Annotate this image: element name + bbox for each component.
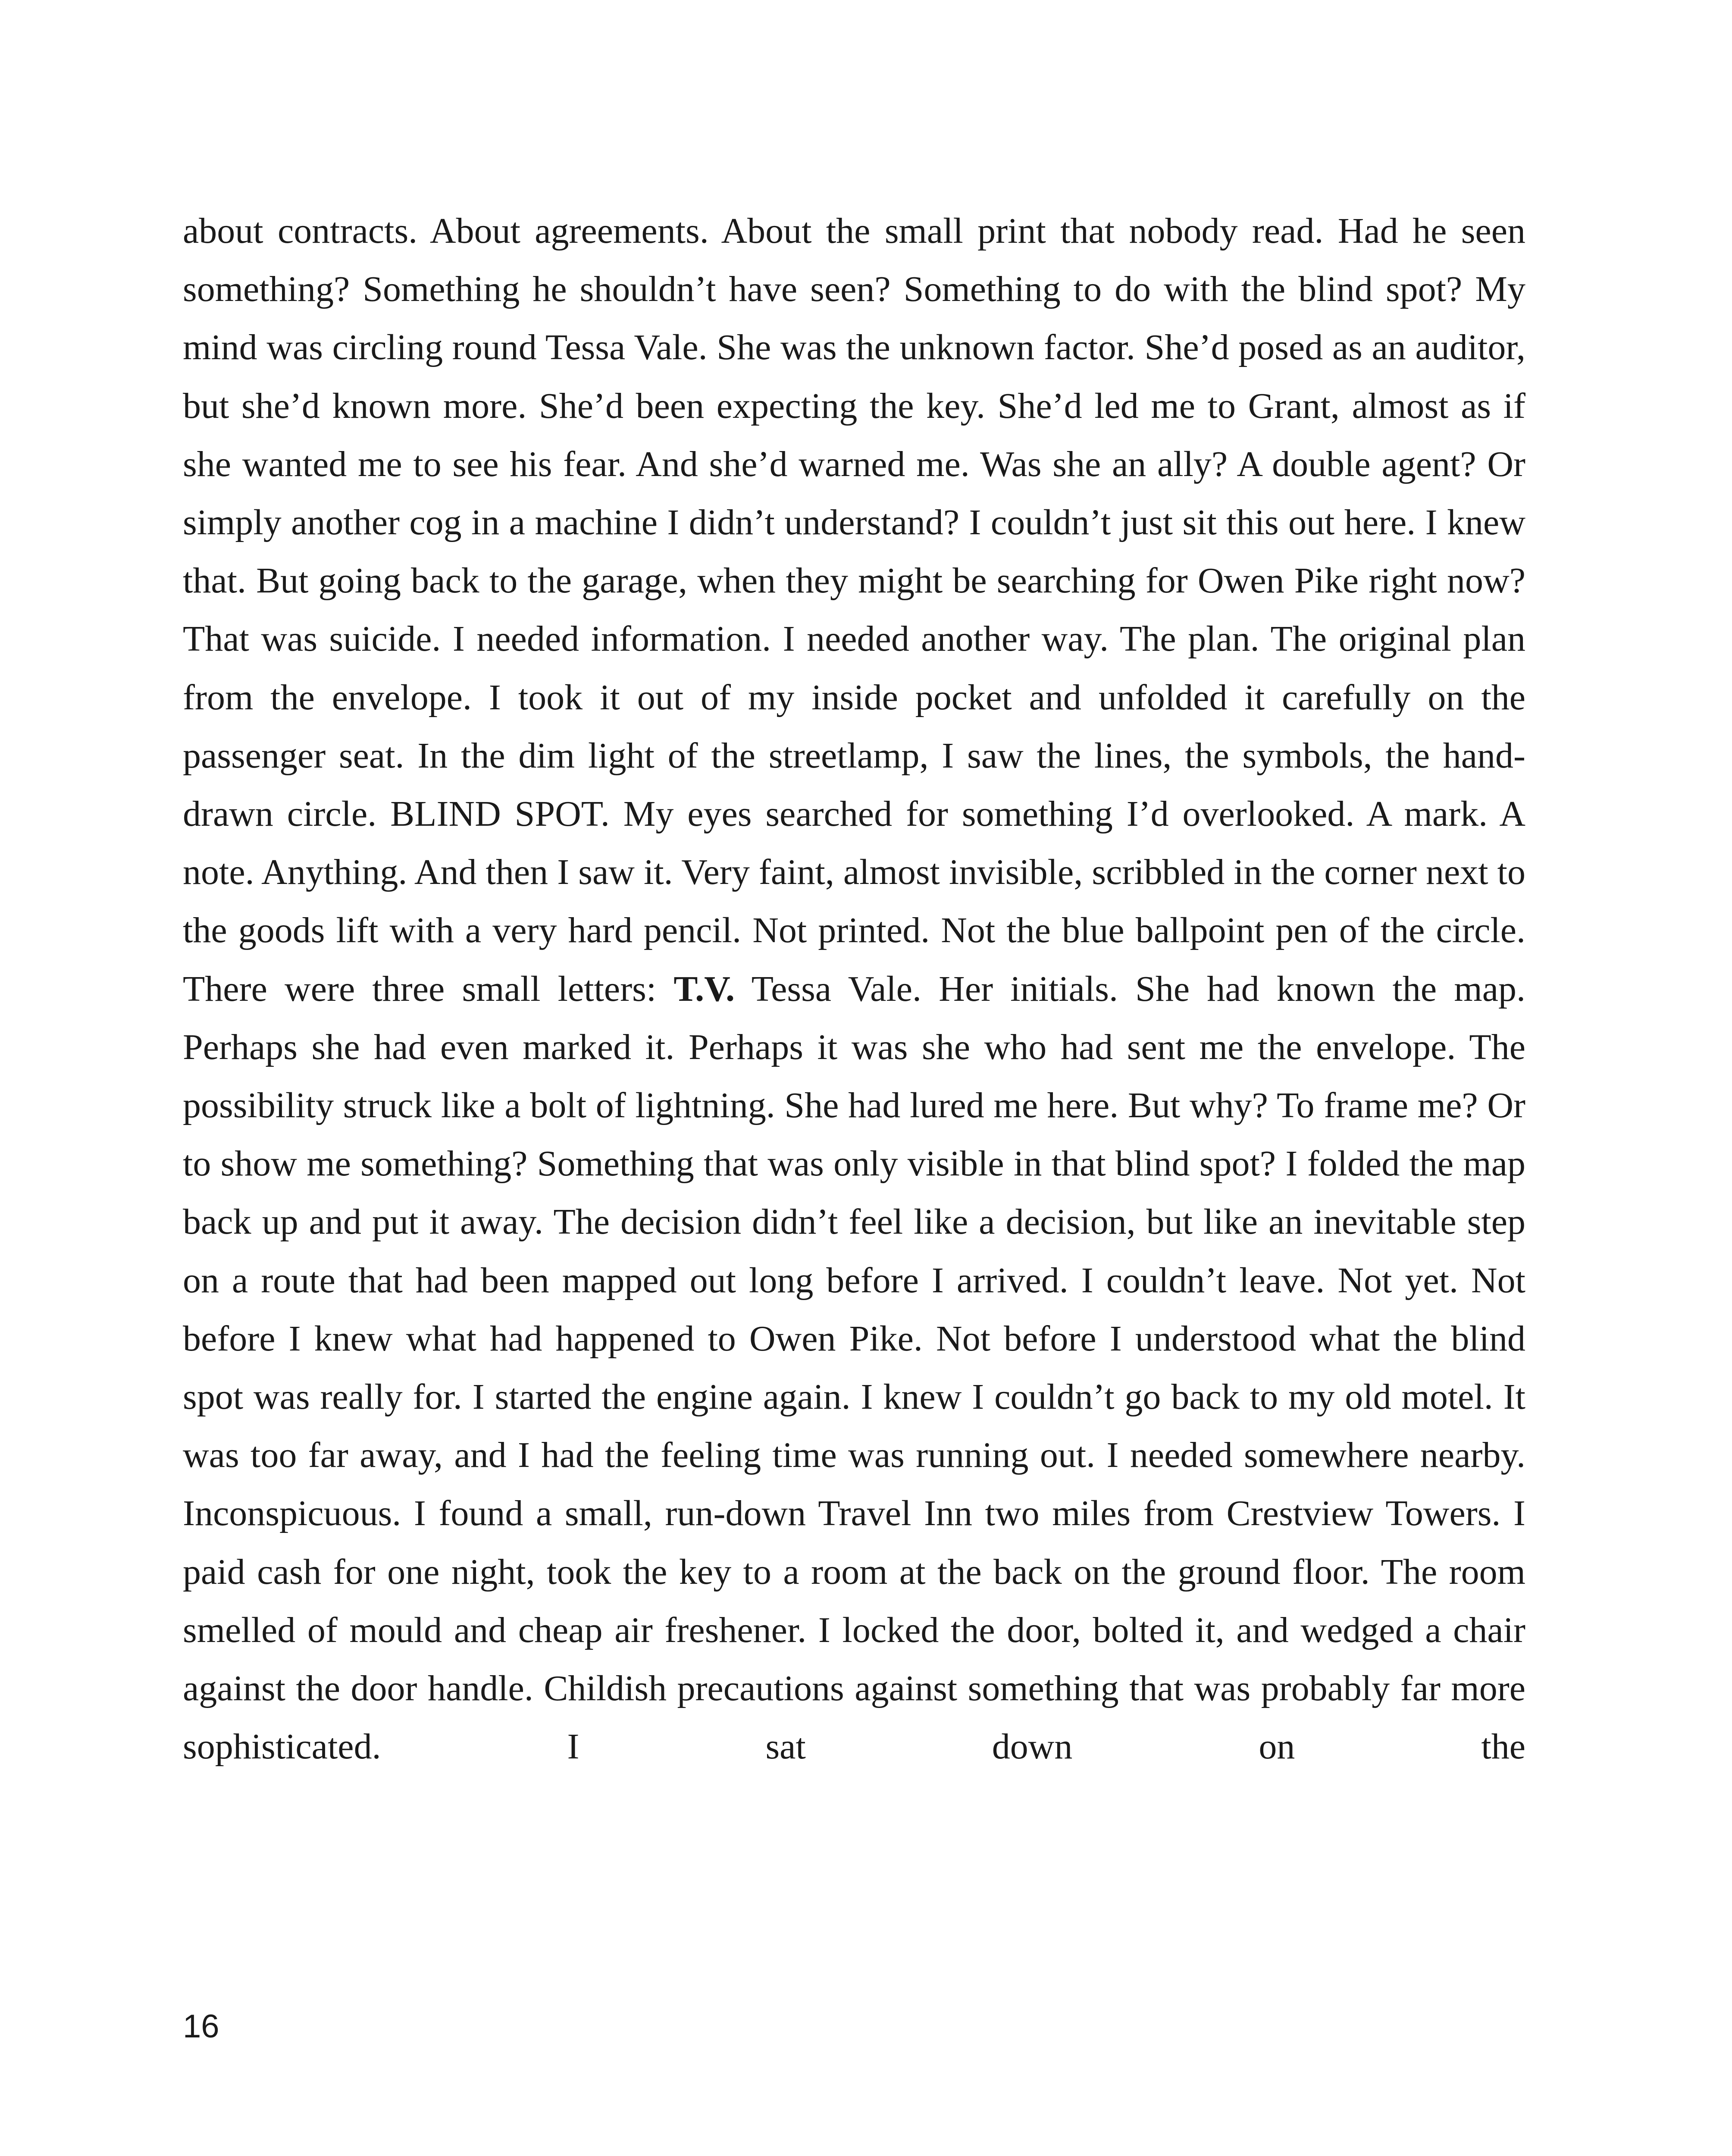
initials-bold: T.V. <box>673 968 735 1009</box>
page-number: 16 <box>183 2008 219 2045</box>
paragraph-text-after-initials: Tessa Vale. Her initials. She had known the map. Perhaps she had even marked it. Perhaps it was she who had sent me the envelope. The possibility struck like a bolt of lightning. She had lured me here. But why? To frame me? Or to show me something? Something that was only visible in that blind spot? I folded the map back up and put it away. The decision didn’t feel like a decision, but like an inevitable step on a route that had been mapped out long before I arrived. I couldn’t leave. Not yet. Not before I knew what had happened to Owen Pike. Not before I understood what the blind spot was really for. I started the engine again. I knew I couldn’t go back to my old motel. It was too far away, and I had the feeling time was running out. I needed somewhere nearby. Inconspicuous. I found a small, run-down Travel Inn two miles from Crestview Towers. I paid cash for one night, took the key to a room at the back on the ground floor. The room smelled of mould and cheap air freshener. I locked the door, bolted it, and wedged a chair against the door handle. Childish precautions against something that was probably far more sophisticated. I sat down on the <box>183 968 1526 1767</box>
paragraph-text-before-initials: about contracts. About agreements. About the small print that nobody read. Had he seen something? Something he shouldn’t have seen? Something to do with the blind spot? My mind was circling round Tessa Vale. She was the unknown factor. She’d posed as an auditor, but she’d known more. She’d been expecting the key. She’d led me to Grant, almost as if she wanted me to see his fear. And she’d warned me. Was she an ally? A double agent? Or simply another cog in a machine I didn’t understand? I couldn’t just sit this out here. I knew that. But going back to the garage, when they might be searching for Owen Pike right now? That was suicide. I needed information. I needed another way. The plan. The original plan from the envelope. I took it out of my inside pocket and unfolded it carefully on the passenger seat. In the dim light of the streetlamp, I saw the lines, the symbols, the hand-drawn circle. BLIND SPOT. My eyes searched for something I’d overlooked. A mark. A note. Anything. And then I saw it. Very faint, almost invisible, scribbled in the corner next to the goods lift with a very hard pencil. Not printed. Not the blue ballpoint pen of the circle. There were three small letters: <box>183 211 1525 1009</box>
body-paragraph <box>183 202 1525 1776</box>
